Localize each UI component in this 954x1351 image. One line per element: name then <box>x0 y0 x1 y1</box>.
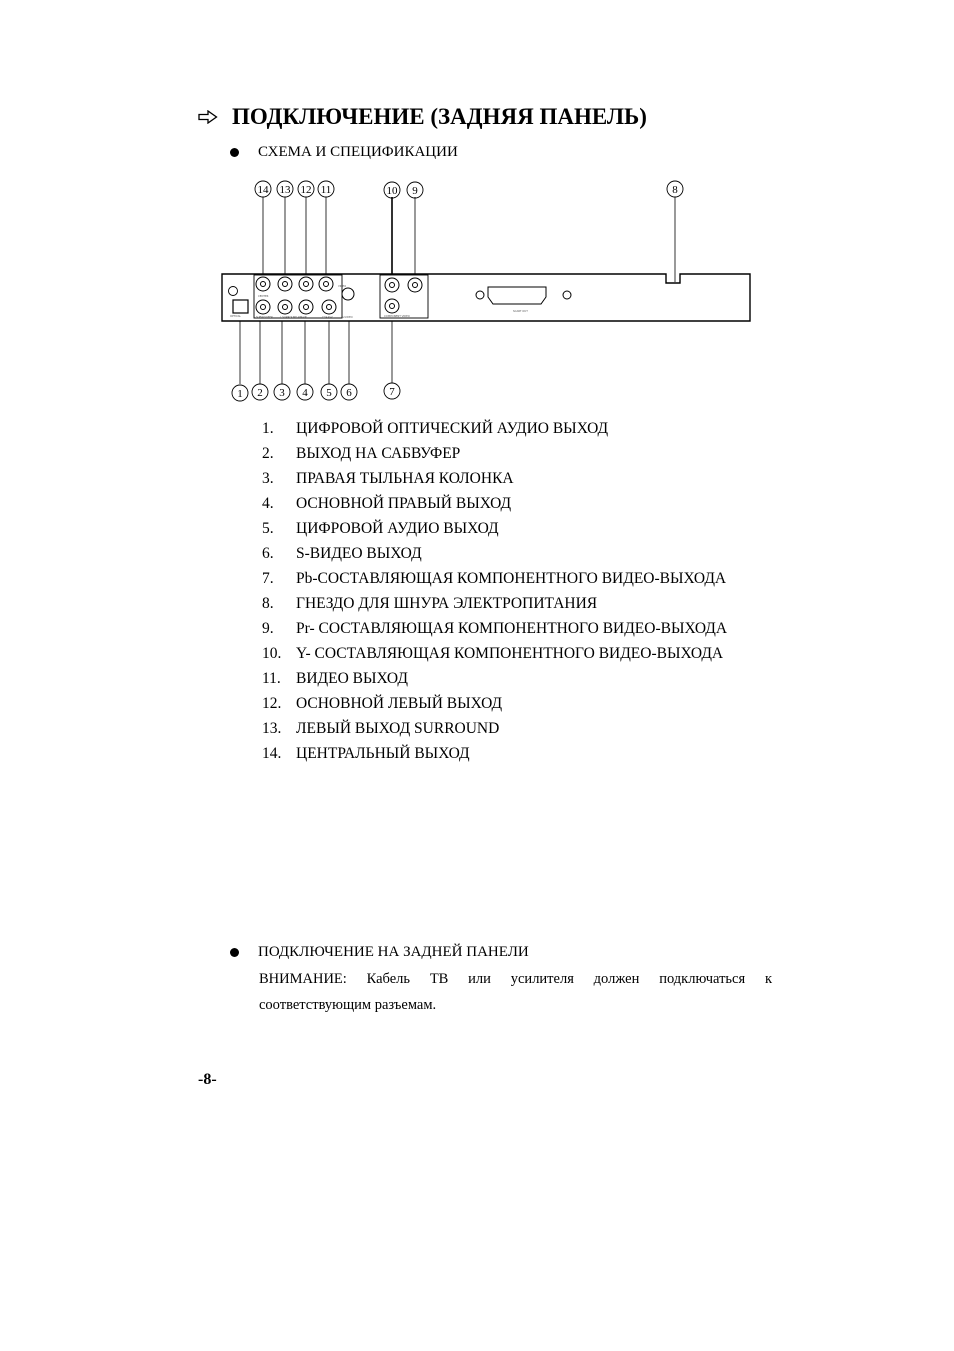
svg-text:OPTICAL: OPTICAL <box>230 315 241 318</box>
callout-6: 6 <box>346 387 352 399</box>
callout-8: 8 <box>672 184 678 196</box>
list-item: 11. ВИДЕО ВЫХОД <box>262 670 408 687</box>
callout-10: 10 <box>386 185 398 197</box>
list-item: 8. ГНЕЗДО ДЛЯ ШНУРА ЭЛЕКТРОПИТАНИЯ <box>262 595 598 612</box>
list-item: 3. ПРАВАЯ ТЫЛЬНАЯ КОЛОНКА <box>262 470 514 487</box>
svg-text:CENTER: CENTER <box>258 295 269 298</box>
list-item: 13. ЛЕВЫЙ ВЫХОД SURROUND <box>262 720 500 737</box>
callout-2: 2 <box>257 387 263 399</box>
page-number: -8- <box>198 1071 217 1088</box>
callout-12: 12 <box>300 184 312 196</box>
list-item: 14. ЦЕНТРАЛЬНЫЙ ВЫХОД <box>262 745 470 762</box>
svg-text:L SURROUND R: L SURROUND R <box>280 316 300 319</box>
list-item: 7. Pb-СОСТАВЛЯЮЩАЯ КОМПОНЕНТНОГО ВИДЕО-ВЫХОДА <box>262 570 727 587</box>
list-item: 1. ЦИФРОВОЙ ОПТИЧЕСКИЙ АУДИО ВЫХОД <box>262 420 609 437</box>
svg-text:COMPONENT VIDEO: COMPONENT VIDEO <box>384 315 410 318</box>
section-title-schema: СХЕМА И СПЕЦИФИКАЦИИ <box>258 144 458 160</box>
callout-13: 13 <box>279 184 291 196</box>
page-title: ПОДКЛЮЧЕНИЕ (ЗАДНЯЯ ПАНЕЛЬ) <box>232 104 647 129</box>
top-callouts <box>255 181 683 198</box>
svg-text:VIDEO: VIDEO <box>338 285 347 288</box>
warning-note: ВНИМАНИЕ: Кабель ТВ или усилителя должен подключаться к соответствующим разъемам. <box>259 971 772 1013</box>
callout-11: 11 <box>320 184 332 196</box>
list-item: 6. S-ВИДЕО ВЫХОД <box>262 545 422 562</box>
callout-14: 14 <box>257 184 269 196</box>
callout-9: 9 <box>412 185 418 197</box>
bullet-schema <box>230 144 458 161</box>
list-item: 2. ВЫХОД НА САБВУФЕР <box>262 445 461 462</box>
bullet-dot-icon <box>230 948 239 957</box>
callout-1: 1 <box>237 388 243 400</box>
callout-5: 5 <box>326 387 332 399</box>
list-item: 5. ЦИФРОВОЙ АУДИО ВЫХОД <box>262 520 499 537</box>
svg-text:MAIN: MAIN <box>300 316 307 319</box>
rear-panel-diagram <box>218 176 754 406</box>
list-item: 10. Y- СОСТАВЛЯЮЩАЯ КОМПОНЕНТНОГО ВИДЕО-ВЫХОДА <box>262 645 724 662</box>
section-title-connection: ПОДКЛЮЧЕНИЕ НА ЗАДНЕЙ ПАНЕЛИ <box>258 944 529 960</box>
svg-text:SCART OUT: SCART OUT <box>513 310 528 313</box>
arrow-right-outline-icon <box>198 110 218 124</box>
svg-text:COAXIAL: COAXIAL <box>322 316 334 319</box>
bullet-dot-icon <box>230 148 239 157</box>
bullet-connection <box>230 944 529 961</box>
list-item: 9. Pr- СОСТАВЛЯЮЩАЯ КОМПОНЕНТНОГО ВИДЕО-ВЫХОДА <box>262 620 728 637</box>
section-heading <box>198 101 647 133</box>
connector-legend <box>262 416 727 766</box>
callout-3: 3 <box>279 387 285 399</box>
svg-text:SUBWOOFER: SUBWOOFER <box>256 316 273 319</box>
list-item: 4. ОСНОВНОЙ ПРАВЫЙ ВЫХОД <box>262 495 512 512</box>
panel-outline <box>222 274 750 321</box>
callout-7: 7 <box>389 386 395 398</box>
svg-text:S-VIDEO: S-VIDEO <box>342 316 353 319</box>
list-item: 12. ОСНОВНОЙ ЛЕВЫЙ ВЫХОД <box>262 695 503 712</box>
callout-4: 4 <box>302 387 308 399</box>
